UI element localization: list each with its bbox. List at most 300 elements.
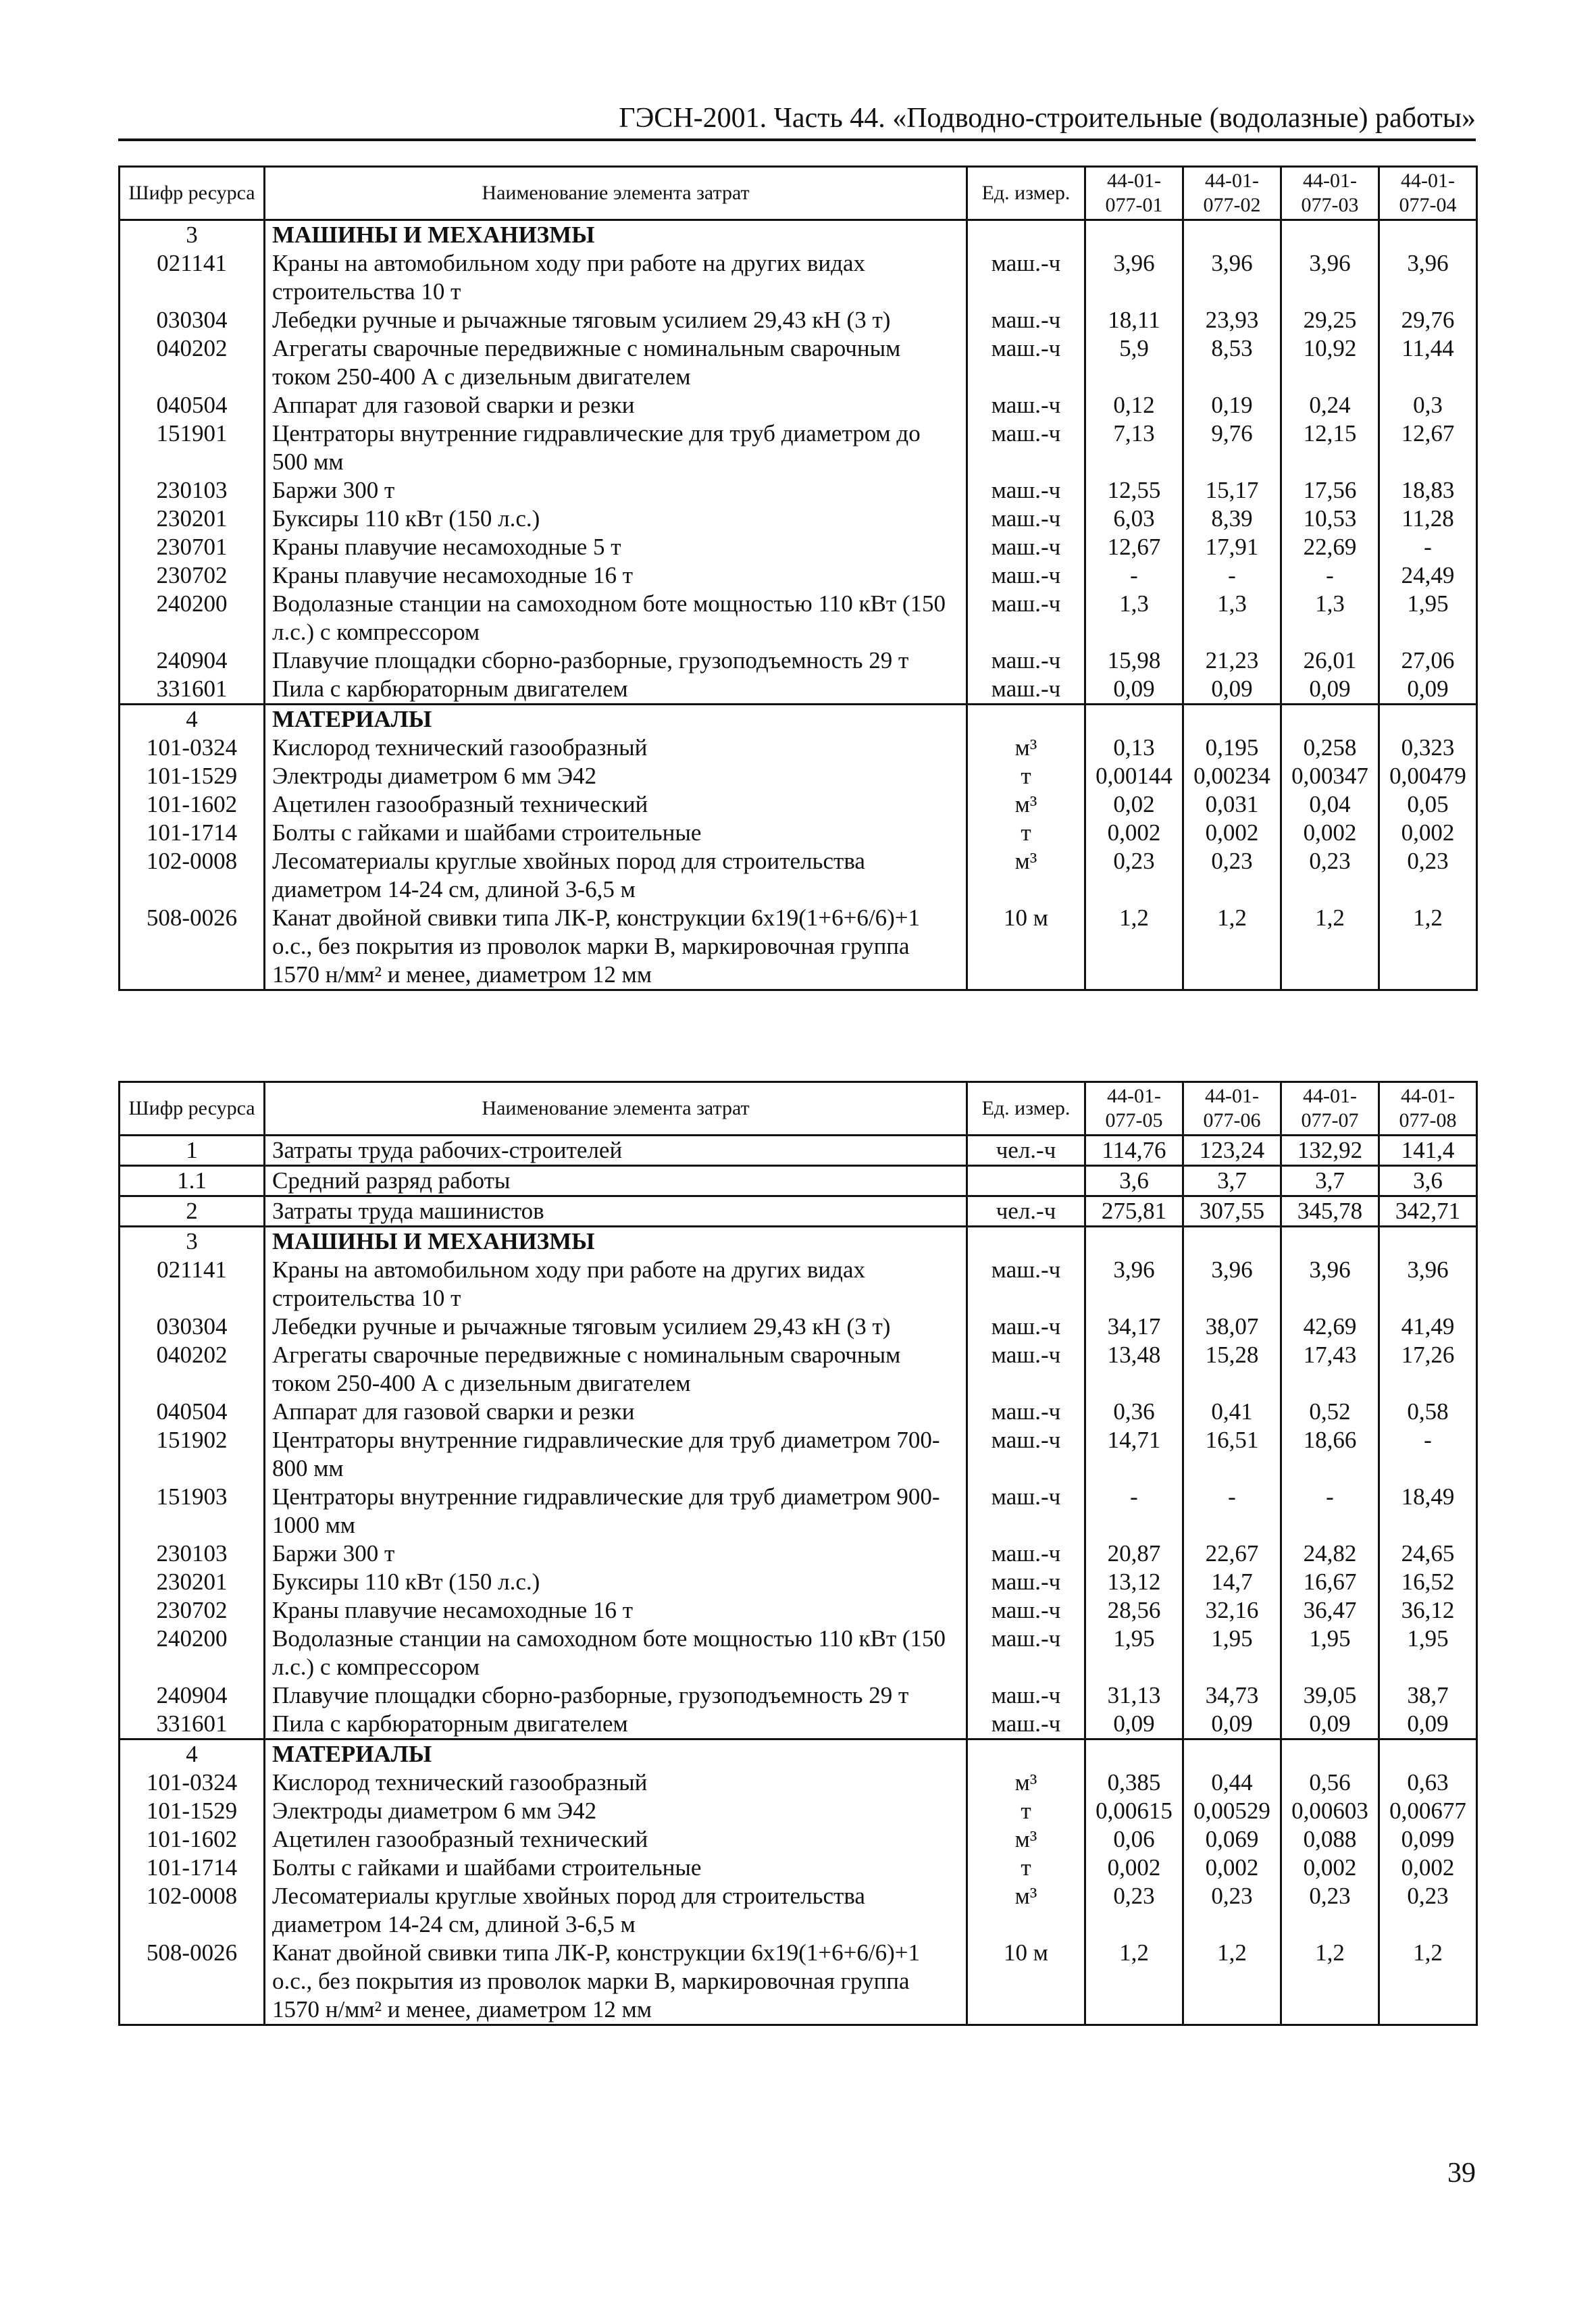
- value-cell-4: [1379, 220, 1477, 250]
- value-cell-2: 34,73: [1183, 1681, 1281, 1710]
- value-cell-1: 34,17: [1085, 1313, 1183, 1341]
- value-cell-3: 17,56: [1281, 476, 1379, 505]
- name-cell: МАШИНЫ И МЕХАНИЗМЫ: [265, 1227, 967, 1256]
- value-cell-1: 20,87: [1085, 1540, 1183, 1568]
- code-cell: 331601: [120, 675, 265, 705]
- value-cell-3: 0,002: [1281, 819, 1379, 847]
- value-cell-1: [1085, 220, 1183, 250]
- name-cell: Пила с карбюраторным двигателем: [265, 1710, 967, 1739]
- table-row: [120, 675, 1477, 705]
- value-cell-2: 1,2: [1183, 1939, 1281, 2025]
- value-cell-1: 1,2: [1085, 904, 1183, 990]
- name-cell: МАТЕРИАЛЫ: [265, 1739, 967, 1769]
- code-cell: 4: [120, 705, 265, 734]
- value-cell-1: 0,23: [1085, 1882, 1183, 1939]
- code-cell: 240904: [120, 646, 265, 675]
- value-cell-3: 3,96: [1281, 249, 1379, 306]
- value-cell-4: 38,7: [1379, 1681, 1477, 1710]
- table-row: [120, 249, 1477, 306]
- unit-cell: м³: [967, 1882, 1085, 1939]
- table-body: [120, 1136, 1477, 2025]
- value-cell-3: 42,69: [1281, 1313, 1379, 1341]
- value-cell-2: 0,002: [1183, 819, 1281, 847]
- code-cell: 021141: [120, 1256, 265, 1313]
- value-cell-1: 5,9: [1085, 334, 1183, 391]
- value-cell-4: 1,2: [1379, 904, 1477, 990]
- unit-cell: маш.-ч: [967, 1710, 1085, 1739]
- unit-cell: [967, 1166, 1085, 1196]
- header-code: Шифр ресурса: [120, 167, 265, 220]
- value-cell-4: 141,4: [1379, 1136, 1477, 1166]
- unit-cell: маш.-ч: [967, 1313, 1085, 1341]
- value-cell-3: 36,47: [1281, 1596, 1379, 1625]
- value-cell-2: 3,96: [1183, 249, 1281, 306]
- value-cell-4: 0,323: [1379, 734, 1477, 762]
- code-cell: 240200: [120, 1625, 265, 1681]
- value-cell-3: [1281, 705, 1379, 734]
- name-cell: Затраты труда рабочих-строителей: [265, 1136, 967, 1166]
- value-cell-1: 3,96: [1085, 249, 1183, 306]
- unit-cell: маш.-ч: [967, 1540, 1085, 1568]
- header-col-1: 44-01-077-05: [1085, 1082, 1183, 1136]
- value-cell-4: 0,002: [1379, 1854, 1477, 1882]
- table-row: [120, 1939, 1477, 2025]
- value-cell-1: 1,95: [1085, 1625, 1183, 1681]
- header-unit: Ед. измер.: [967, 1082, 1085, 1136]
- value-cell-3: [1281, 220, 1379, 250]
- value-cell-3: 0,002: [1281, 1854, 1379, 1882]
- value-cell-1: 0,002: [1085, 1854, 1183, 1882]
- value-cell-3: 0,09: [1281, 675, 1379, 705]
- unit-cell: маш.-ч: [967, 391, 1085, 420]
- table-header-row: [120, 1082, 1477, 1136]
- value-cell-2: [1183, 705, 1281, 734]
- table-row: [120, 1398, 1477, 1426]
- code-cell: 102-0008: [120, 847, 265, 904]
- unit-cell: т: [967, 1854, 1085, 1882]
- table-row: [120, 1825, 1477, 1854]
- value-cell-3: [1281, 1227, 1379, 1256]
- value-cell-4: 3,96: [1379, 1256, 1477, 1313]
- section-row: [120, 1227, 1477, 1256]
- value-cell-1: 114,76: [1085, 1136, 1183, 1166]
- value-cell-3: 0,09: [1281, 1710, 1379, 1739]
- name-cell: МАТЕРИАЛЫ: [265, 705, 967, 734]
- name-cell: Баржи 300 т: [265, 1540, 967, 1568]
- unit-cell: т: [967, 762, 1085, 790]
- header-code: Шифр ресурса: [120, 1082, 265, 1136]
- value-cell-3: 18,66: [1281, 1426, 1379, 1483]
- value-cell-3: 1,95: [1281, 1625, 1379, 1681]
- value-cell-3: 24,82: [1281, 1540, 1379, 1568]
- name-cell: Буксиры 110 кВт (150 л.с.): [265, 505, 967, 533]
- code-cell: 2: [120, 1196, 265, 1227]
- resource-table-2: [118, 1081, 1478, 2026]
- value-cell-2: 0,44: [1183, 1769, 1281, 1797]
- value-cell-4: 0,23: [1379, 1882, 1477, 1939]
- code-cell: 4: [120, 1739, 265, 1769]
- name-cell: Центраторы внутренние гидравлические для труб диаметром до 500 мм: [265, 420, 967, 476]
- value-cell-4: [1379, 1227, 1477, 1256]
- name-cell: Болты с гайками и шайбами строительные: [265, 819, 967, 847]
- value-cell-2: 8,39: [1183, 505, 1281, 533]
- value-cell-4: 24,49: [1379, 561, 1477, 590]
- unit-cell: маш.-ч: [967, 1341, 1085, 1398]
- value-cell-2: 38,07: [1183, 1313, 1281, 1341]
- header-col-2: 44-01-077-02: [1183, 167, 1281, 220]
- code-cell: 230702: [120, 561, 265, 590]
- value-cell-1: 6,03: [1085, 505, 1183, 533]
- code-cell: 3: [120, 220, 265, 250]
- value-cell-4: 36,12: [1379, 1596, 1477, 1625]
- unit-cell: м³: [967, 790, 1085, 819]
- table-row: [120, 1797, 1477, 1825]
- value-cell-4: 3,96: [1379, 249, 1477, 306]
- code-cell: 040504: [120, 1398, 265, 1426]
- value-cell-3: 3,7: [1281, 1166, 1379, 1196]
- value-cell-2: 0,00234: [1183, 762, 1281, 790]
- value-cell-4: 0,099: [1379, 1825, 1477, 1854]
- value-cell-4: 29,76: [1379, 306, 1477, 334]
- value-cell-4: 27,06: [1379, 646, 1477, 675]
- value-cell-1: 0,00615: [1085, 1797, 1183, 1825]
- header-unit: Ед. измер.: [967, 167, 1085, 220]
- value-cell-4: 17,26: [1379, 1341, 1477, 1398]
- value-cell-2: 0,031: [1183, 790, 1281, 819]
- code-cell: 101-0324: [120, 1769, 265, 1797]
- code-cell: 101-1714: [120, 1854, 265, 1882]
- value-cell-4: 11,28: [1379, 505, 1477, 533]
- value-cell-3: 0,24: [1281, 391, 1379, 420]
- value-cell-4: 0,58: [1379, 1398, 1477, 1426]
- name-cell: Электроды диаметром 6 мм Э42: [265, 1797, 967, 1825]
- name-cell: Кислород технический газообразный: [265, 1769, 967, 1797]
- value-cell-1: 14,71: [1085, 1426, 1183, 1483]
- value-cell-4: 0,002: [1379, 819, 1477, 847]
- name-cell: Баржи 300 т: [265, 476, 967, 505]
- value-cell-1: 0,13: [1085, 734, 1183, 762]
- value-cell-2: 17,91: [1183, 533, 1281, 561]
- unit-cell: маш.-ч: [967, 1568, 1085, 1596]
- value-cell-2: 0,09: [1183, 1710, 1281, 1739]
- table-row: [120, 420, 1477, 476]
- name-cell: Буксиры 110 кВт (150 л.с.): [265, 1568, 967, 1596]
- unit-cell: 10 м: [967, 1939, 1085, 2025]
- code-cell: 151901: [120, 420, 265, 476]
- header-col-3: 44-01-077-03: [1281, 167, 1379, 220]
- unit-cell: маш.-ч: [967, 334, 1085, 391]
- unit-cell: чел.-ч: [967, 1196, 1085, 1227]
- value-cell-3: 3,96: [1281, 1256, 1379, 1313]
- value-cell-3: 0,04: [1281, 790, 1379, 819]
- value-cell-2: 23,93: [1183, 306, 1281, 334]
- header-col-2: 44-01-077-06: [1183, 1082, 1281, 1136]
- unit-cell: м³: [967, 734, 1085, 762]
- code-cell: 1: [120, 1136, 265, 1166]
- code-cell: 151902: [120, 1426, 265, 1483]
- code-cell: 508-0026: [120, 1939, 265, 2025]
- table-row: [120, 734, 1477, 762]
- value-cell-1: [1085, 1739, 1183, 1769]
- code-cell: 040202: [120, 334, 265, 391]
- unit-cell: [967, 1739, 1085, 1769]
- value-cell-3: 0,56: [1281, 1769, 1379, 1797]
- table-row: [120, 334, 1477, 391]
- unit-cell: м³: [967, 1825, 1085, 1854]
- value-cell-2: 22,67: [1183, 1540, 1281, 1568]
- name-cell: Краны на автомобильном ходу при работе на других видах строительства 10 т: [265, 1256, 967, 1313]
- value-cell-4: 1,95: [1379, 590, 1477, 646]
- value-cell-2: 0,23: [1183, 1882, 1281, 1939]
- name-cell: Болты с гайками и шайбами строительные: [265, 1854, 967, 1882]
- name-cell: Лебедки ручные и рычажные тяговым усилием 29,43 кН (3 т): [265, 306, 967, 334]
- table-header-row: [120, 167, 1477, 220]
- name-cell: Электроды диаметром 6 мм Э42: [265, 762, 967, 790]
- value-cell-4: 342,71: [1379, 1196, 1477, 1227]
- table-row: [120, 505, 1477, 533]
- code-cell: 230201: [120, 505, 265, 533]
- value-cell-2: [1183, 1739, 1281, 1769]
- table-row: [120, 1568, 1477, 1596]
- value-cell-4: 18,49: [1379, 1483, 1477, 1540]
- table-row: [120, 646, 1477, 675]
- name-cell: Плавучие площадки сборно-разборные, грузоподъемность 29 т: [265, 1681, 967, 1710]
- name-cell: Ацетилен газообразный технический: [265, 790, 967, 819]
- value-cell-1: 0,06: [1085, 1825, 1183, 1854]
- value-cell-4: 0,09: [1379, 675, 1477, 705]
- table-row: [120, 1596, 1477, 1625]
- table-row: [120, 1256, 1477, 1313]
- value-cell-1: 13,12: [1085, 1568, 1183, 1596]
- value-cell-2: 0,19: [1183, 391, 1281, 420]
- table-row: [120, 1710, 1477, 1739]
- value-cell-2: [1183, 220, 1281, 250]
- value-cell-4: -: [1379, 533, 1477, 561]
- value-cell-2: 32,16: [1183, 1596, 1281, 1625]
- value-cell-1: 28,56: [1085, 1596, 1183, 1625]
- table-row: [120, 1313, 1477, 1341]
- unit-cell: маш.-ч: [967, 1426, 1085, 1483]
- value-cell-3: 1,3: [1281, 590, 1379, 646]
- value-cell-1: 0,23: [1085, 847, 1183, 904]
- value-cell-2: 8,53: [1183, 334, 1281, 391]
- value-cell-4: [1379, 705, 1477, 734]
- unit-cell: маш.-ч: [967, 1483, 1085, 1540]
- unit-cell: [967, 1227, 1085, 1256]
- value-cell-3: 0,00603: [1281, 1797, 1379, 1825]
- unit-cell: маш.-ч: [967, 306, 1085, 334]
- value-cell-3: 16,67: [1281, 1568, 1379, 1596]
- value-cell-1: 15,98: [1085, 646, 1183, 675]
- table-row: [120, 1341, 1477, 1398]
- name-cell: Центраторы внутренние гидравлические для труб диаметром 900-1000 мм: [265, 1483, 967, 1540]
- unit-cell: т: [967, 1797, 1085, 1825]
- table-row: [120, 1854, 1477, 1882]
- code-cell: 101-1602: [120, 1825, 265, 1854]
- value-cell-2: 307,55: [1183, 1196, 1281, 1227]
- code-cell: 3: [120, 1227, 265, 1256]
- name-cell: Агрегаты сварочные передвижные с номинальным сварочным током 250-400 А с дизельным двигателем: [265, 1341, 967, 1398]
- name-cell: Ацетилен газообразный технический: [265, 1825, 967, 1854]
- unit-cell: т: [967, 819, 1085, 847]
- header-col-4: 44-01-077-08: [1379, 1082, 1477, 1136]
- value-cell-1: 1,3: [1085, 590, 1183, 646]
- name-cell: Водолазные станции на самоходном боте мощностью 110 кВт (150 л.с.) с компрессором: [265, 590, 967, 646]
- unit-cell: маш.-ч: [967, 505, 1085, 533]
- value-cell-4: 3,6: [1379, 1166, 1477, 1196]
- value-cell-3: 12,15: [1281, 420, 1379, 476]
- value-cell-3: 39,05: [1281, 1681, 1379, 1710]
- unit-cell: м³: [967, 1769, 1085, 1797]
- unit-cell: маш.-ч: [967, 1256, 1085, 1313]
- unit-cell: маш.-ч: [967, 476, 1085, 505]
- value-cell-2: -: [1183, 561, 1281, 590]
- value-cell-1: 0,12: [1085, 391, 1183, 420]
- table-row: [120, 391, 1477, 420]
- name-cell: Лесоматериалы круглые хвойных пород для строительства диаметром 14-24 см, длиной 3-6,5 м: [265, 847, 967, 904]
- table-row: [120, 904, 1477, 990]
- code-cell: 021141: [120, 249, 265, 306]
- value-cell-1: 0,00144: [1085, 762, 1183, 790]
- table-row: [120, 476, 1477, 505]
- code-cell: 240904: [120, 1681, 265, 1710]
- value-cell-4: [1379, 1739, 1477, 1769]
- value-cell-1: 0,36: [1085, 1398, 1183, 1426]
- code-cell: 101-1529: [120, 762, 265, 790]
- value-cell-4: 1,2: [1379, 1939, 1477, 2025]
- value-cell-3: 26,01: [1281, 646, 1379, 675]
- value-cell-1: 12,55: [1085, 476, 1183, 505]
- name-cell: Центраторы внутренние гидравлические для труб диаметром 700-800 мм: [265, 1426, 967, 1483]
- name-cell: Аппарат для газовой сварки и резки: [265, 391, 967, 420]
- name-cell: Плавучие площадки сборно-разборные, грузоподъемность 29 т: [265, 646, 967, 675]
- code-cell: 030304: [120, 306, 265, 334]
- code-cell: 101-1529: [120, 1797, 265, 1825]
- value-cell-1: 31,13: [1085, 1681, 1183, 1710]
- value-cell-1: 12,67: [1085, 533, 1183, 561]
- value-cell-3: [1281, 1739, 1379, 1769]
- value-cell-1: 3,96: [1085, 1256, 1183, 1313]
- table-row: [120, 1882, 1477, 1939]
- table-row: [120, 1769, 1477, 1797]
- unit-cell: маш.-ч: [967, 1398, 1085, 1426]
- name-cell: Краны плавучие несамоходные 16 т: [265, 561, 967, 590]
- unit-cell: маш.-ч: [967, 249, 1085, 306]
- value-cell-2: 0,09: [1183, 675, 1281, 705]
- value-cell-4: 12,67: [1379, 420, 1477, 476]
- value-cell-4: 0,23: [1379, 847, 1477, 904]
- name-cell: Лесоматериалы круглые хвойных пород для строительства диаметром 14-24 см, длиной 3-6,5 м: [265, 1882, 967, 1939]
- unit-cell: маш.-ч: [967, 533, 1085, 561]
- code-cell: 101-1714: [120, 819, 265, 847]
- value-cell-1: 0,02: [1085, 790, 1183, 819]
- value-cell-2: 1,3: [1183, 590, 1281, 646]
- unit-cell: маш.-ч: [967, 420, 1085, 476]
- value-cell-2: 21,23: [1183, 646, 1281, 675]
- name-cell: Лебедки ручные и рычажные тяговым усилием 29,43 кН (3 т): [265, 1313, 967, 1341]
- table-row: [120, 1166, 1477, 1196]
- unit-cell: м³: [967, 847, 1085, 904]
- name-cell: Краны плавучие несамоходные 16 т: [265, 1596, 967, 1625]
- value-cell-3: 0,23: [1281, 1882, 1379, 1939]
- code-cell: 230701: [120, 533, 265, 561]
- name-cell: Канат двойной свивки типа ЛК-Р, конструкции 6х19(1+6+6/6)+1 о.с., без покрытия из проволок марки В, маркировочная группа 1570 н/мм² и менее, диаметром 12 мм: [265, 1939, 967, 2025]
- unit-cell: чел.-ч: [967, 1136, 1085, 1166]
- value-cell-1: 18,11: [1085, 306, 1183, 334]
- code-cell: 508-0026: [120, 904, 265, 990]
- value-cell-1: 1,2: [1085, 1939, 1183, 2025]
- code-cell: 240200: [120, 590, 265, 646]
- value-cell-2: 0,069: [1183, 1825, 1281, 1854]
- table-row: [120, 590, 1477, 646]
- value-cell-1: [1085, 1227, 1183, 1256]
- value-cell-3: 1,2: [1281, 904, 1379, 990]
- value-cell-3: 0,088: [1281, 1825, 1379, 1854]
- value-cell-3: 0,258: [1281, 734, 1379, 762]
- value-cell-1: [1085, 705, 1183, 734]
- code-cell: 230702: [120, 1596, 265, 1625]
- value-cell-4: 0,05: [1379, 790, 1477, 819]
- page-header: ГЭСН-2001. Часть 44. «Подводно-строительные (водолазные) работы»: [619, 103, 1476, 134]
- section-row: [120, 705, 1477, 734]
- value-cell-1: 0,385: [1085, 1769, 1183, 1797]
- table-row: [120, 1136, 1477, 1166]
- name-cell: Аппарат для газовой сварки и резки: [265, 1398, 967, 1426]
- value-cell-2: 3,96: [1183, 1256, 1281, 1313]
- value-cell-1: 0,09: [1085, 675, 1183, 705]
- table-row: [120, 762, 1477, 790]
- value-cell-2: 1,95: [1183, 1625, 1281, 1681]
- value-cell-2: 0,002: [1183, 1854, 1281, 1882]
- table-row: [120, 1426, 1477, 1483]
- section-row: [120, 220, 1477, 250]
- value-cell-2: 0,195: [1183, 734, 1281, 762]
- value-cell-3: 10,92: [1281, 334, 1379, 391]
- value-cell-2: 16,51: [1183, 1426, 1281, 1483]
- value-cell-3: 17,43: [1281, 1341, 1379, 1398]
- name-cell: Агрегаты сварочные передвижные с номинальным сварочным током 250-400 А с дизельным двигателем: [265, 334, 967, 391]
- code-cell: 230103: [120, 1540, 265, 1568]
- value-cell-4: 18,83: [1379, 476, 1477, 505]
- value-cell-1: -: [1085, 1483, 1183, 1540]
- table-row: [120, 1540, 1477, 1568]
- header-rule: [118, 138, 1476, 141]
- value-cell-3: 0,23: [1281, 847, 1379, 904]
- value-cell-4: 0,00479: [1379, 762, 1477, 790]
- code-cell: 1.1: [120, 1166, 265, 1196]
- unit-cell: [967, 705, 1085, 734]
- value-cell-4: -: [1379, 1426, 1477, 1483]
- table-row: [120, 1625, 1477, 1681]
- value-cell-2: [1183, 1227, 1281, 1256]
- name-cell: Краны на автомобильном ходу при работе на других видах строительства 10 т: [265, 249, 967, 306]
- value-cell-2: 15,28: [1183, 1341, 1281, 1398]
- name-cell: Затраты труда машинистов: [265, 1196, 967, 1227]
- table-row: [120, 790, 1477, 819]
- name-cell: Краны плавучие несамоходные 5 т: [265, 533, 967, 561]
- code-cell: 230201: [120, 1568, 265, 1596]
- value-cell-4: 0,00677: [1379, 1797, 1477, 1825]
- unit-cell: маш.-ч: [967, 1681, 1085, 1710]
- table-row: [120, 819, 1477, 847]
- value-cell-3: 345,78: [1281, 1196, 1379, 1227]
- value-cell-3: 1,2: [1281, 1939, 1379, 2025]
- value-cell-3: 22,69: [1281, 533, 1379, 561]
- section-row: [120, 1739, 1477, 1769]
- value-cell-3: -: [1281, 561, 1379, 590]
- code-cell: 230103: [120, 476, 265, 505]
- value-cell-4: 0,3: [1379, 391, 1477, 420]
